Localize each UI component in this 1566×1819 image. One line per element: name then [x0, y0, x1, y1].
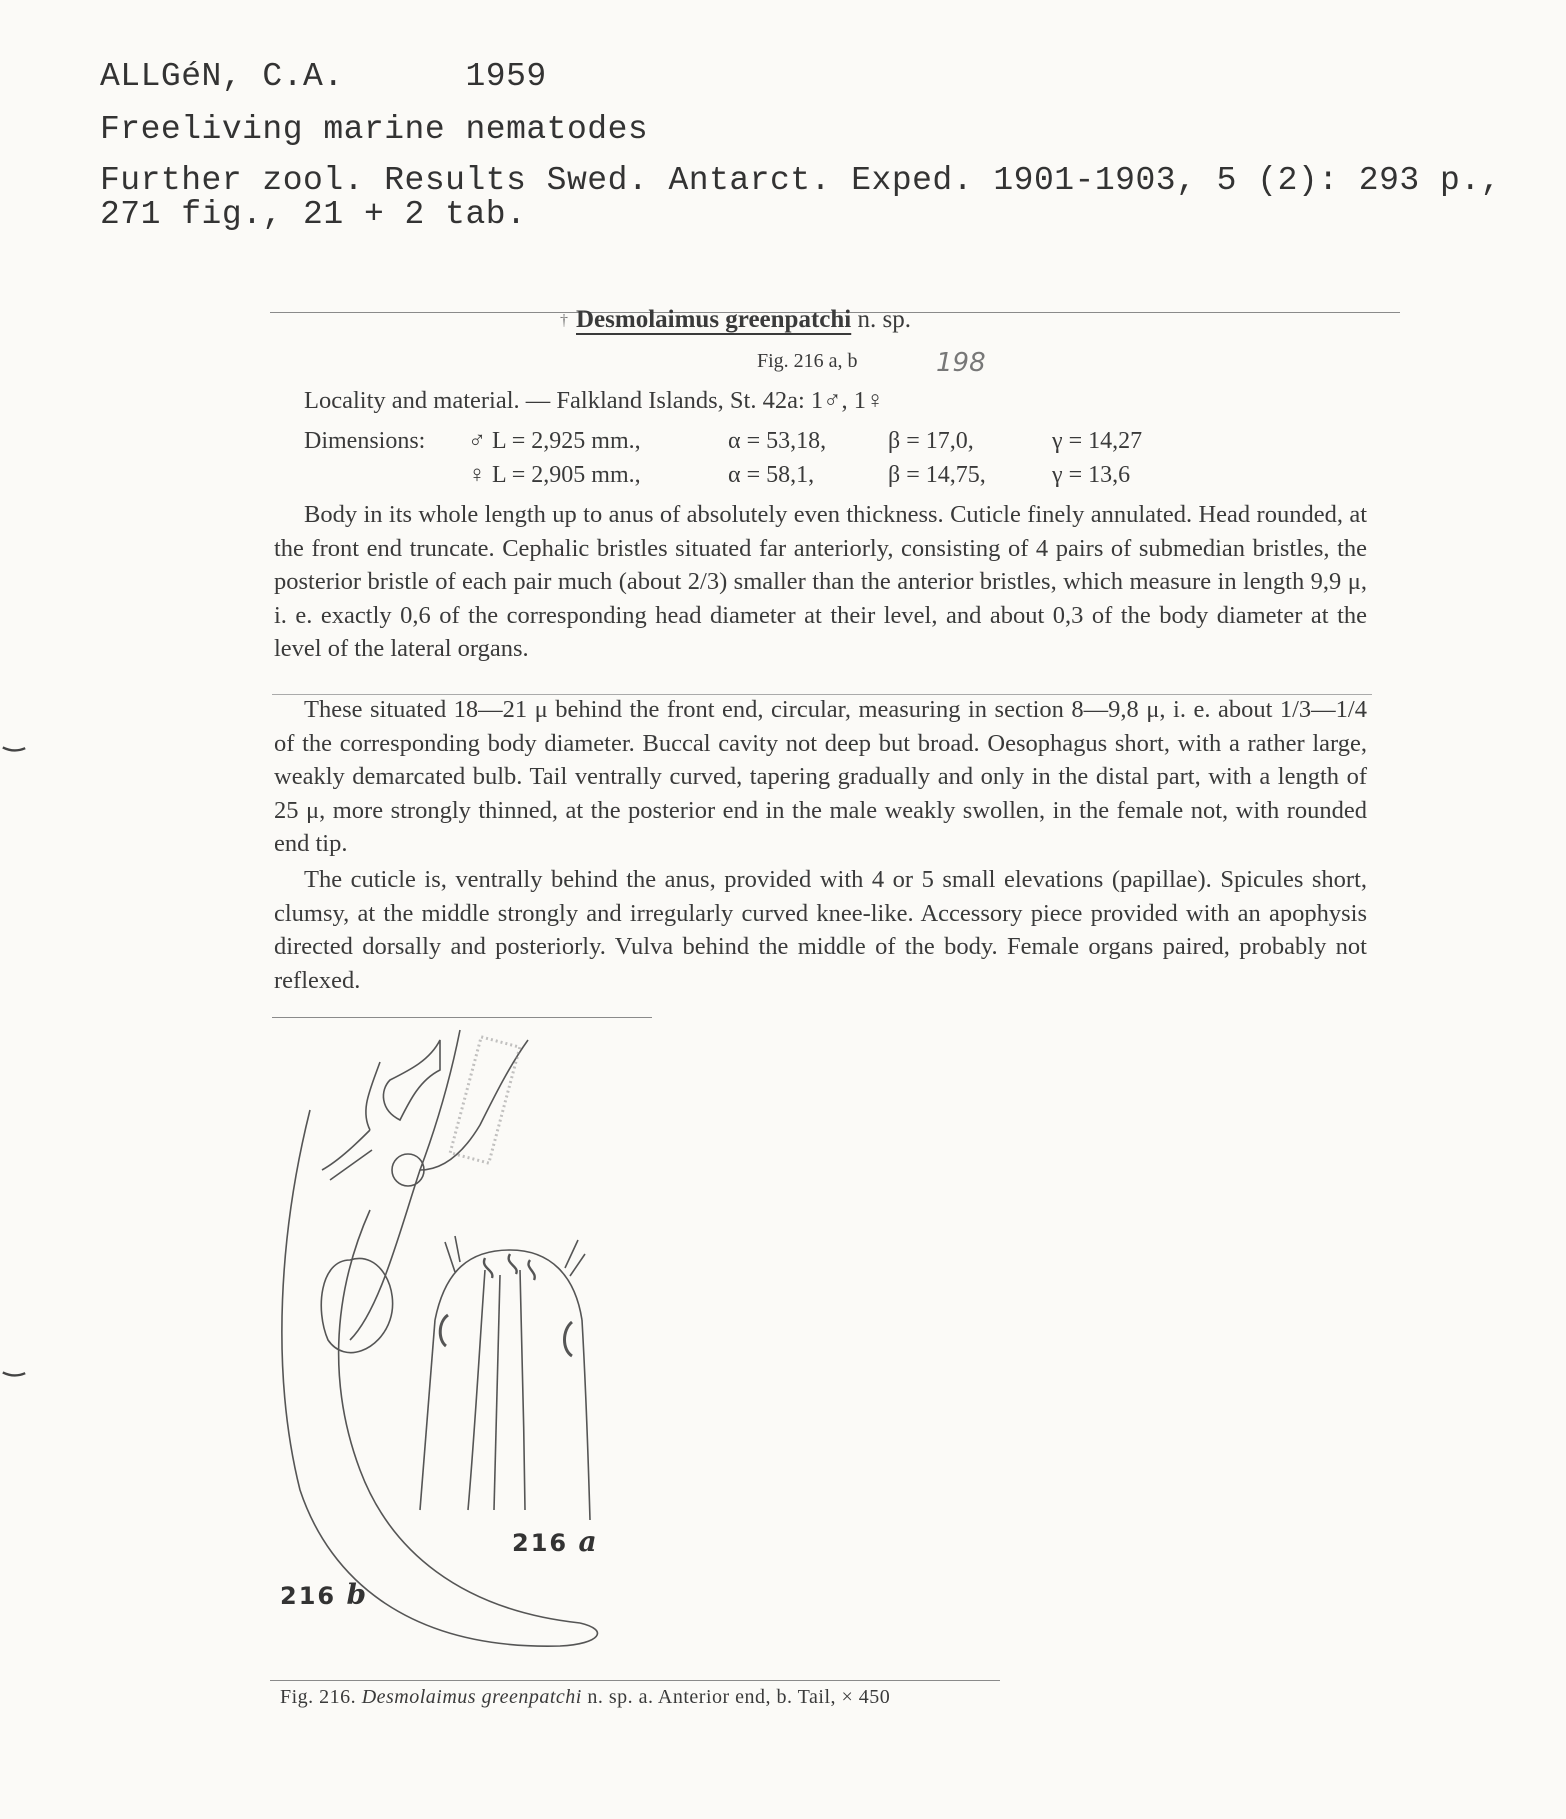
- dagger-mark: †: [560, 312, 568, 330]
- buccal-line-1: [468, 1270, 485, 1510]
- locality-line: Locality and material. — Falkland Islands, St. 42a: 1♂, 1♀: [304, 387, 885, 414]
- figure-label-216b-number: 216: [280, 1582, 337, 1610]
- amphid-left: [440, 1315, 448, 1346]
- tail-inner-outline: [339, 1210, 580, 1623]
- caption-species: Desmolaimus greenpatchi: [361, 1686, 582, 1708]
- reference-title: Freeliving marine nematodes: [100, 111, 649, 148]
- spicule: [383, 1040, 440, 1120]
- species-suffix: n. sp.: [857, 306, 911, 333]
- dimensions-label: Dimensions:: [304, 428, 426, 454]
- cephalic-bristle-left: [445, 1236, 460, 1272]
- description-paragraph-2: These situated 18—21 μ behind the front end, circular, measuring in section 8—9,8 μ, i. e. about 1/3—1/4 of the corresponding body diameter. Buccal cavity not deep but broad. Oesophagus short, with a rather large, weakly demarcated bulb. Tail ventrally curved, tapering gradually and only in the distal part, with a length of 25 μ, more strongly thinned, at the posterior end in the male weakly swollen, in the female not, with rounded end tip.: [274, 696, 1367, 857]
- figure-reference: Fig. 216 a, b: [757, 350, 858, 372]
- stippled-region: [450, 1037, 520, 1163]
- reference-author: ALLGéN, C.A.: [100, 58, 344, 95]
- reference-author-year: [100, 58, 547, 95]
- head-right-wall: [582, 1320, 590, 1520]
- figure-label-216b: [280, 1578, 368, 1611]
- figure-label-216a-number: 216: [512, 1529, 569, 1557]
- amphid-right: [565, 1322, 573, 1356]
- male-gamma: γ = 14,27: [1052, 428, 1143, 454]
- species-heading: [560, 306, 1160, 334]
- figure-label-216a-letter: a: [578, 1525, 599, 1558]
- female-length: ♀ L = 2,905 mm.,: [468, 462, 641, 488]
- female-gamma: γ = 13,6: [1052, 462, 1131, 488]
- head-left-wall: [420, 1320, 435, 1510]
- spacer: [344, 58, 466, 95]
- tail-outer-outline: [282, 1110, 598, 1646]
- bulb-outline: [321, 1258, 392, 1352]
- male-length: ♂ L = 2,925 mm.,: [468, 428, 641, 454]
- gubernaculum: [420, 1030, 528, 1170]
- punch-mark-bottom: [0, 1370, 28, 1378]
- figure-label-216a: [512, 1525, 599, 1558]
- reference-journal-line2: 271 fig., 21 + 2 tab.: [100, 196, 527, 233]
- description-paragraph-1: Body in its whole length up to anus of absolutely even thickness. Cuticle finely annulated. Head rounded, at the front end truncate. Cephalic bristles situated far anteriorly, consisting of 4 pairs of submedian bristles, the posterior bristle of each pair much (about 2/3) smaller than the anterior bristles, which measure in length 9,9 μ, i. e. exactly 0,6 of the corresponding head diameter at their level, and about 0,3 of the body diameter at the level of the lateral organs.: [274, 501, 1367, 662]
- handwritten-number: 198: [936, 348, 986, 378]
- female-alpha: α = 58,1,: [728, 462, 815, 488]
- cephalic-bristle-right: [565, 1240, 585, 1276]
- figure-caption: [280, 1686, 890, 1709]
- male-beta: β = 17,0,: [888, 428, 974, 454]
- accessory-piece: [322, 1130, 372, 1180]
- female-beta: β = 14,75,: [888, 462, 986, 488]
- male-alpha: α = 53,18,: [728, 428, 827, 454]
- oesophagus-line: [494, 1275, 500, 1510]
- buccal-teeth: [484, 1254, 535, 1280]
- caption-rule: [270, 1680, 1000, 1681]
- caption-rest: n. sp. a. Anterior end, b. Tail, × 450: [587, 1686, 891, 1708]
- caption-prefix: Fig. 216.: [280, 1686, 357, 1708]
- nematode-illustration: [260, 1010, 760, 1670]
- description-paragraph-3: The cuticle is, ventrally behind the anus, provided with 4 or 5 small elevations (papillae). Spicules short, clumsy, at the middle strongly and irregularly curved knee-like. Accessory piece provided with an apophysis directed dorsally and posteriorly. Vulva behind the middle of the body. Female organs paired, probably not reflexed.: [274, 866, 1367, 994]
- buccal-line-2: [520, 1270, 525, 1510]
- spicule-shaft: [366, 1062, 380, 1130]
- reference-year: 1959: [465, 58, 547, 95]
- species-name: Desmolaimus greenpatchi: [576, 306, 852, 333]
- reference-journal-line1: Further zool. Results Swed. Antarct. Exped. 1901-1903, 5 (2): 293 p.,: [100, 162, 1501, 199]
- body-wall-line: [350, 1170, 420, 1340]
- figure-label-216b-letter: b: [346, 1578, 369, 1611]
- punch-mark-top: [0, 745, 28, 753]
